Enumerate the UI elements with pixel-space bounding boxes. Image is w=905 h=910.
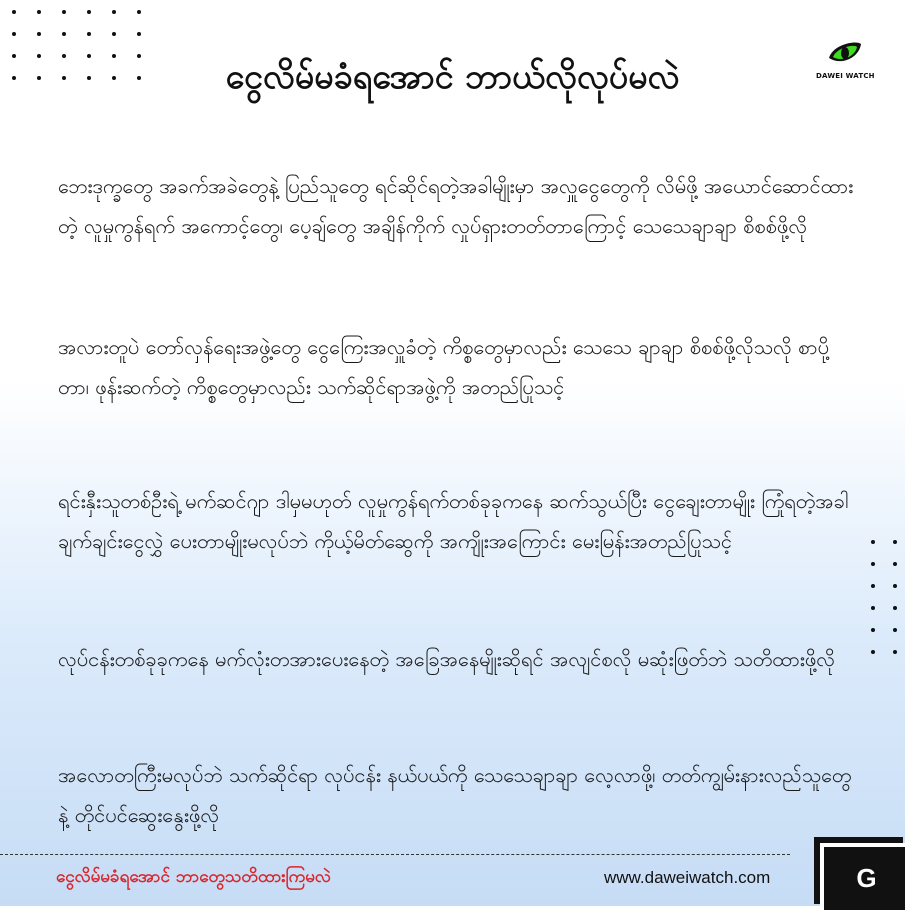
paragraph-2: အလားတူပဲ တော်လှန်ရေးအဖွဲ့တွေ ငွေကြေးအလှူခံတဲ့ ကိစ္စတွေမှာလည်း သေသေ ချာချာ စိစစ်ဖို့လိုသလို စာပို့တာ၊ ဖုန်းဆက်တဲ့ ကိစ္စတွေမှာလည်း သက်ဆိုင်ရာအဖွဲ့ကို အတည်ပြုသင့် (58, 335, 829, 399)
decorative-dots-top-left (12, 10, 141, 80)
page-badge (820, 843, 905, 910)
footer-divider (0, 854, 790, 855)
paragraph-1: ဘေးဒုက္ခတွေ အခက်အခဲတွေနဲ့ ပြည်သူတွေ ရင်ဆိုင်ရတဲ့အခါမျိုးမှာ အလှူငွေတွေကို လိမ်ဖို့ အယောင်ဆောင်ထားတဲ့ လူမှုကွန်ရက် အကောင့်တွေ၊ ပေ့ချ်တွေ အချိန်ကိုက် လှုပ်ရှားတတ်တာကြောင့် သေသေချာချာ စိစစ်ဖို့လို (58, 174, 854, 238)
footer-series-title: ငွေလိမ်မခံရအောင် ဘာတွေသတိထားကြမလဲ (56, 867, 331, 887)
logo-text: DAWEI WATCH (816, 72, 875, 80)
green-eye-icon (827, 38, 863, 66)
paragraph-4: လုပ်ငန်းတစ်ခုခုကနေ မက်လုံးတအားပေးနေတဲ့ အခြေအနေမျိုးဆိုရင် အလျင်စလို မဆုံးဖြတ်ဘဲ သတိထားဖို့လို (58, 647, 836, 671)
decorative-dots-right (871, 540, 897, 654)
page-badge-label: G (856, 863, 877, 893)
page-title: ငွေလိမ်မခံရအောင် ဘာယ်လိုလုပ်မလဲ (225, 57, 680, 97)
paragraph-5: အလောတကြီးမလုပ်ဘဲ သက်ဆိုင်ရာ လုပ်ငန်း နယ်ပယ်ကို သေသေချာချာ လေ့လာဖို့၊ တတ်ကျွမ်းနားလည်သူတွေနဲ့ တိုင်ပင်ဆွေးနွေးဖို့လို (58, 763, 852, 827)
paragraph-3: ရင်းနှီးသူတစ်ဦးရဲ့ မက်ဆင်ဂျာ ဒါမှမဟုတ် လူမှုကွန်ရက်တစ်ခုခုကနေ ဆက်သွယ်ပြီး ငွေချေးတာမျိုး ကြုံရတဲ့အခါ ချက်ချင်းငွေလွှဲ ပေးတာမျိုးမလုပ်ဘဲ ကိုယ့်မိတ်ဆွေကို အကျိုးအကြောင်း မေးမြန်းအတည်ပြုသင့် (58, 489, 849, 553)
footer-website-link[interactable]: www.daweiwatch.com (604, 868, 771, 887)
dawei-watch-logo (816, 38, 874, 80)
